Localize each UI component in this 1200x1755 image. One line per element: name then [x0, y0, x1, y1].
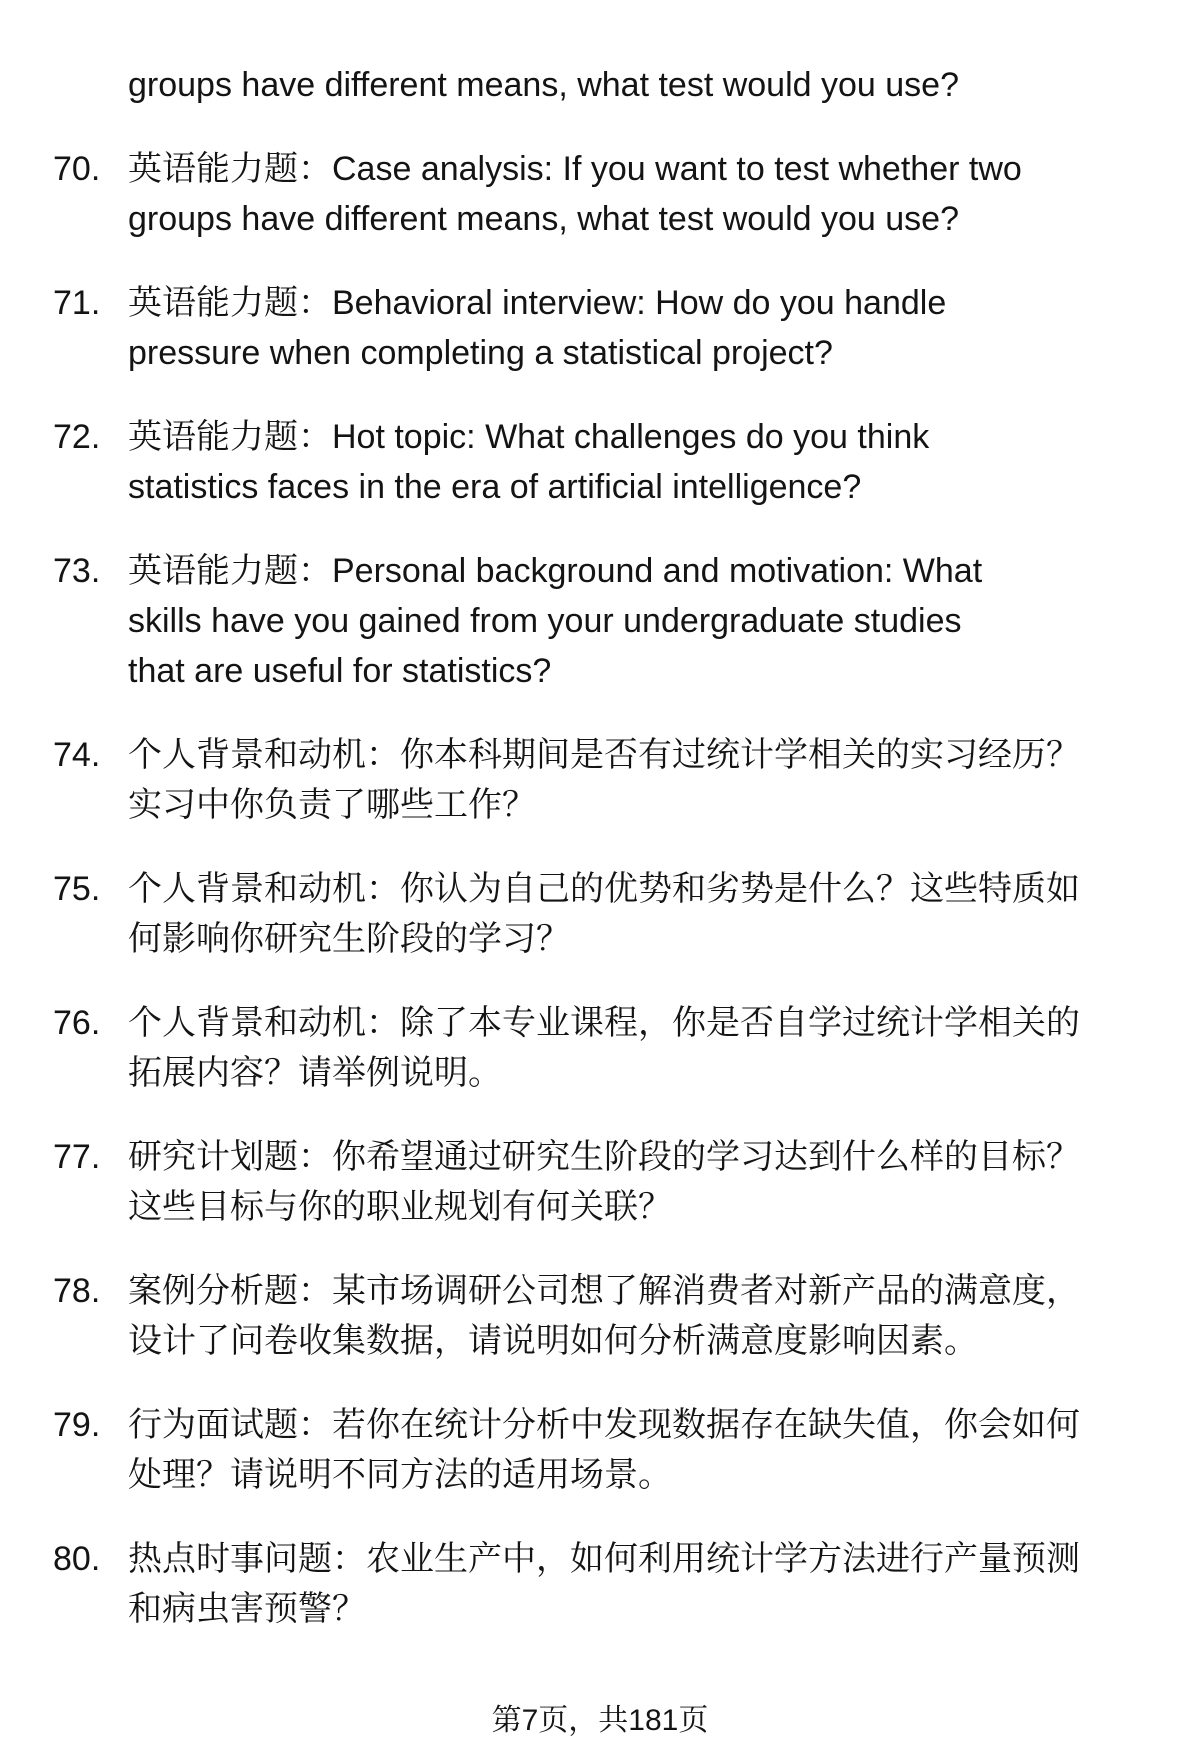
question-number: 70. — [53, 150, 101, 188]
question-text — [128, 864, 1148, 964]
text-line: 何影响你研究生阶段的学习？ — [128, 920, 570, 958]
question-item-80 — [0, 1534, 1200, 1634]
question-number: 77. — [53, 1138, 101, 1176]
text-line: 个人背景和动机：你认为自己的优势和劣势是什么？这些特质如 — [128, 870, 1080, 908]
question-item-77 — [0, 1132, 1200, 1232]
text-line: 这些目标与你的职业规划有何关联？ — [128, 1188, 672, 1226]
text-line: 英语能力题：Case analysis: If you want to test whether two — [128, 150, 1022, 188]
text-line: 和病虫害预警？ — [128, 1590, 366, 1628]
text-line: 处理？请说明不同方法的适用场景。 — [128, 1456, 672, 1494]
text-line: 个人背景和动机：你本科期间是否有过统计学相关的实习经历？ — [128, 736, 1080, 774]
text-line: 设计了问卷收集数据，请说明如何分析满意度影响因素。 — [128, 1322, 978, 1360]
question-number: 73. — [53, 552, 101, 590]
text-line: 热点时事问题：农业生产中，如何利用统计学方法进行产量预测 — [128, 1540, 1080, 1578]
question-item-75 — [0, 864, 1200, 964]
question-text — [128, 1266, 1148, 1366]
question-number: 80. — [53, 1540, 101, 1578]
text-line: 行为面试题：若你在统计分析中发现数据存在缺失值，你会如何 — [128, 1406, 1080, 1444]
question-item-79 — [0, 1400, 1200, 1500]
question-text — [128, 278, 1148, 378]
question-item-74 — [0, 730, 1200, 830]
question-item-72 — [0, 412, 1200, 512]
question-number: 74. — [53, 736, 101, 774]
question-item-73 — [0, 546, 1200, 696]
text-line: 拓展内容？请举例说明。 — [128, 1054, 502, 1092]
text-line: groups have different means, what test would you use? — [128, 66, 959, 104]
question-number: 72. — [53, 418, 101, 456]
question-list — [0, 60, 1200, 1634]
question-text — [128, 998, 1148, 1098]
question-item-76 — [0, 998, 1200, 1098]
question-text — [128, 1400, 1148, 1500]
question-item-78 — [0, 1266, 1200, 1366]
question-number: 79. — [53, 1406, 101, 1444]
question-number: 71. — [53, 284, 101, 322]
question-text — [128, 730, 1148, 830]
page-footer: 第7页，共181页 — [491, 1704, 709, 1737]
text-line: groups have different means, what test would you use? — [128, 200, 959, 238]
question-item-70 — [0, 144, 1200, 244]
question-continuation — [0, 60, 1200, 110]
text-line: 英语能力题：Hot topic: What challenges do you think — [128, 418, 930, 456]
question-number: 78. — [53, 1272, 101, 1310]
text-line: 案例分析题：某市场调研公司想了解消费者对新产品的满意度， — [128, 1272, 1080, 1310]
text-line: 研究计划题：你希望通过研究生阶段的学习达到什么样的目标？ — [128, 1138, 1080, 1176]
text-line: 实习中你负责了哪些工作？ — [128, 786, 536, 824]
question-text — [128, 144, 1148, 244]
question-item-71 — [0, 278, 1200, 378]
text-line: skills have you gained from your undergraduate studies — [128, 602, 962, 640]
question-text — [128, 412, 1148, 512]
question-text — [128, 546, 1148, 696]
question-number: 76. — [53, 1004, 101, 1042]
text-line: that are useful for statistics? — [128, 652, 552, 690]
text-line: 英语能力题：Behavioral interview: How do you handle — [128, 284, 947, 322]
question-text — [128, 1132, 1148, 1232]
text-line: 英语能力题：Personal background and motivation: What — [128, 552, 983, 590]
text-line: 个人背景和动机：除了本专业课程，你是否自学过统计学相关的 — [128, 1004, 1080, 1042]
question-text — [128, 1534, 1148, 1634]
text-line: pressure when completing a statistical project? — [128, 334, 833, 372]
question-text — [128, 60, 1148, 110]
question-number: 75. — [53, 870, 101, 908]
text-line: statistics faces in the era of artificial intelligence? — [128, 468, 862, 506]
